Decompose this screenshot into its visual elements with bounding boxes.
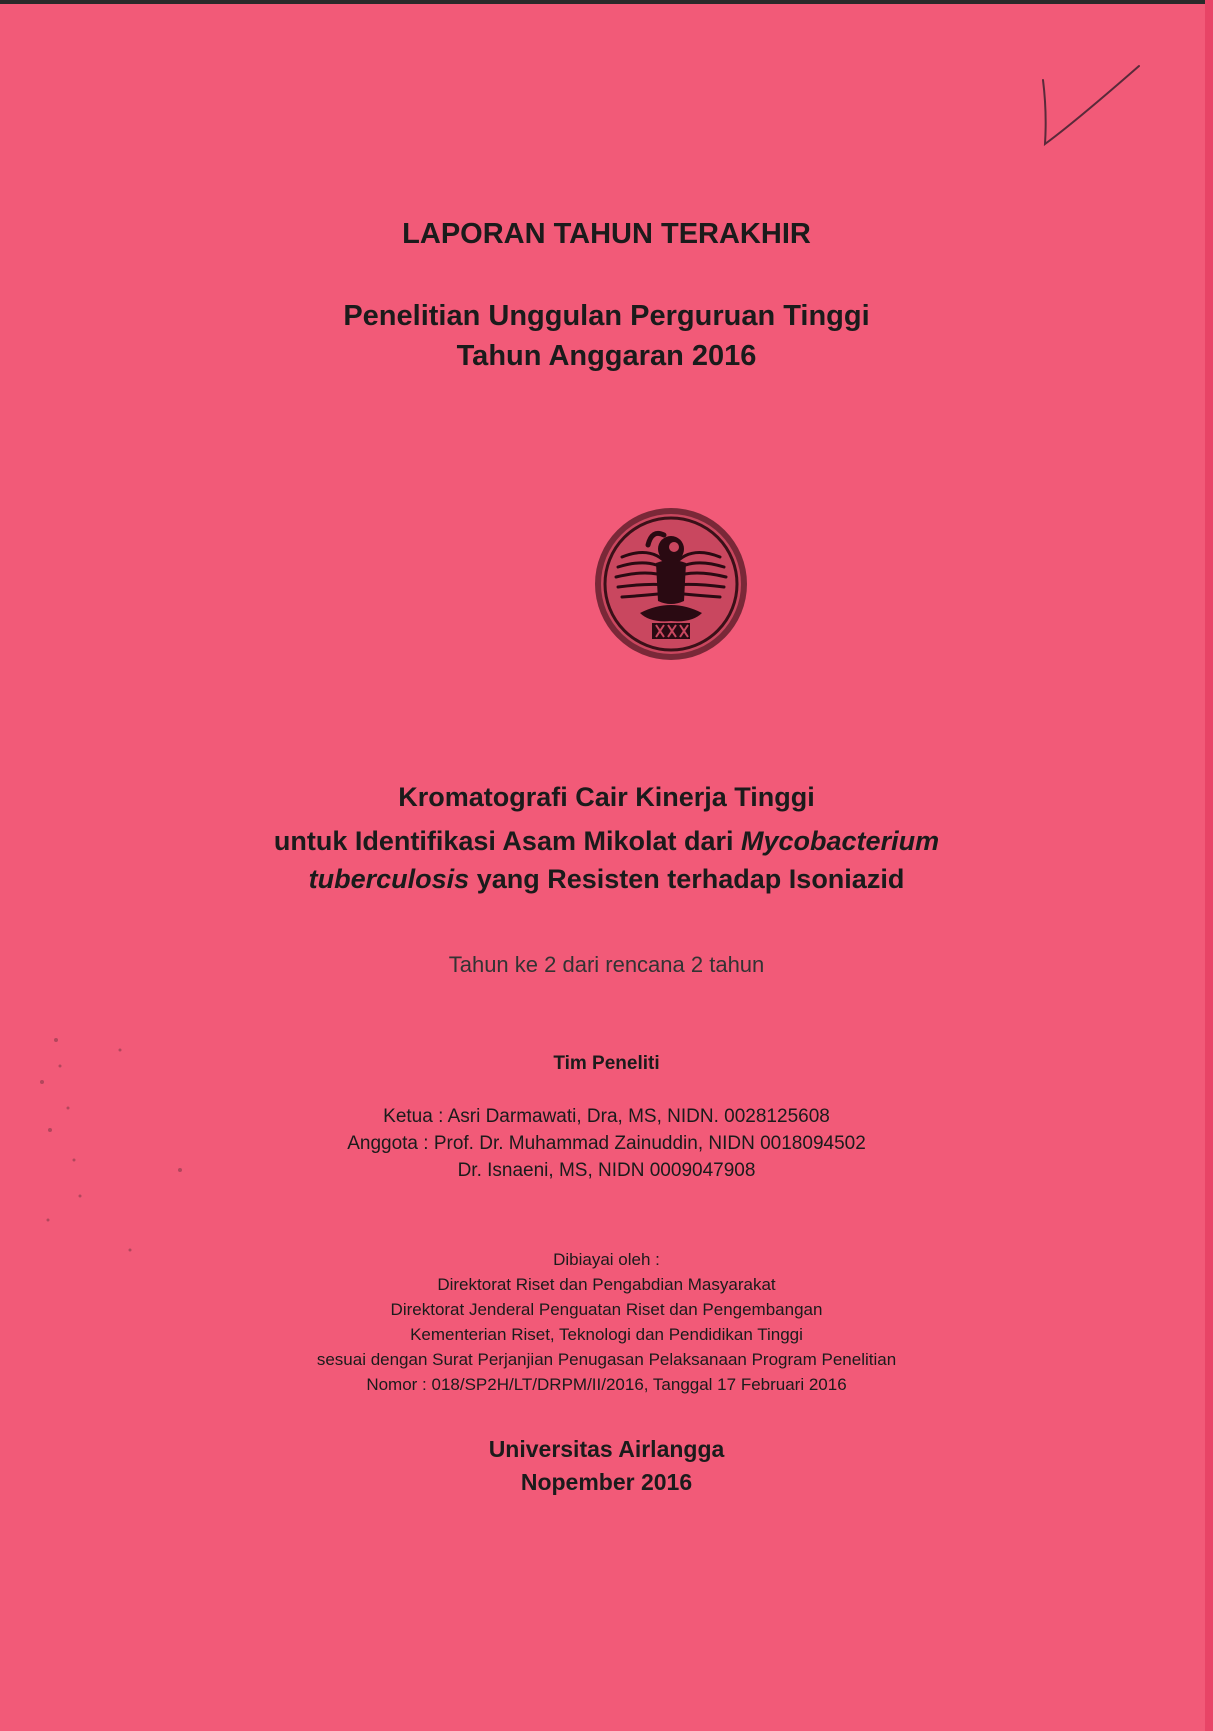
funding-line: Direktorat Riset dan Pengabdian Masyarakat: [437, 1275, 776, 1294]
funding-line: Nomor : 018/SP2H/LT/DRPM/II/2016, Tanggal 17 Februari 2016: [366, 1375, 847, 1394]
research-title-line-2: [0, 826, 1213, 857]
funding-line: Direktorat Jenderal Penguatan Riset dan Pengembangan: [390, 1300, 823, 1319]
paper-stain-marks: [20, 1020, 220, 1280]
team-member: Dr. Isnaeni, MS, NIDN 0009047908: [457, 1160, 756, 1181]
research-title-line-3: [0, 864, 1213, 895]
team-chair: Ketua : Asri Darmawati, Dra, MS, NIDN. 0028125608: [383, 1106, 830, 1127]
budget-year: Tahun Anggaran 2016: [456, 340, 757, 372]
title-text: untuk Identifikasi Asam Mikolat dari: [273, 826, 742, 856]
title-species-epithet: tuberculosis: [308, 864, 470, 894]
handwritten-check-icon: [1035, 62, 1145, 157]
university-seal-icon: [592, 505, 750, 663]
funding-line: Kementerian Riset, Teknologi dan Pendidikan Tinggi: [410, 1325, 803, 1344]
report-type: LAPORAN TAHUN TERAKHIR: [402, 218, 811, 250]
funding-line: sesuai dengan Surat Perjanjian Penugasan Pelaksanaan Program Penelitian: [316, 1350, 897, 1369]
university-name: Universitas Airlangga: [488, 1436, 725, 1462]
program-name: Penelitian Unggulan Perguruan Tinggi: [343, 300, 870, 332]
team-member: Anggota : Prof. Dr. Muhammad Zainuddin, NIDN 0018094502: [347, 1133, 866, 1154]
funding-label: Dibiayai oleh :: [553, 1250, 660, 1269]
research-year-note: Tahun ke 2 dari rencana 2 tahun: [448, 952, 765, 977]
title-species-genus: Mycobacterium: [741, 826, 940, 856]
title-text: yang Resisten terhadap Isoniazid: [469, 864, 905, 894]
team-heading: Tim Peneliti: [553, 1053, 660, 1074]
page-top-edge: [0, 0, 1213, 4]
publication-date: Nopember 2016: [520, 1469, 693, 1495]
research-title-line-1: Kromatografi Cair Kinerja Tinggi: [398, 782, 815, 812]
